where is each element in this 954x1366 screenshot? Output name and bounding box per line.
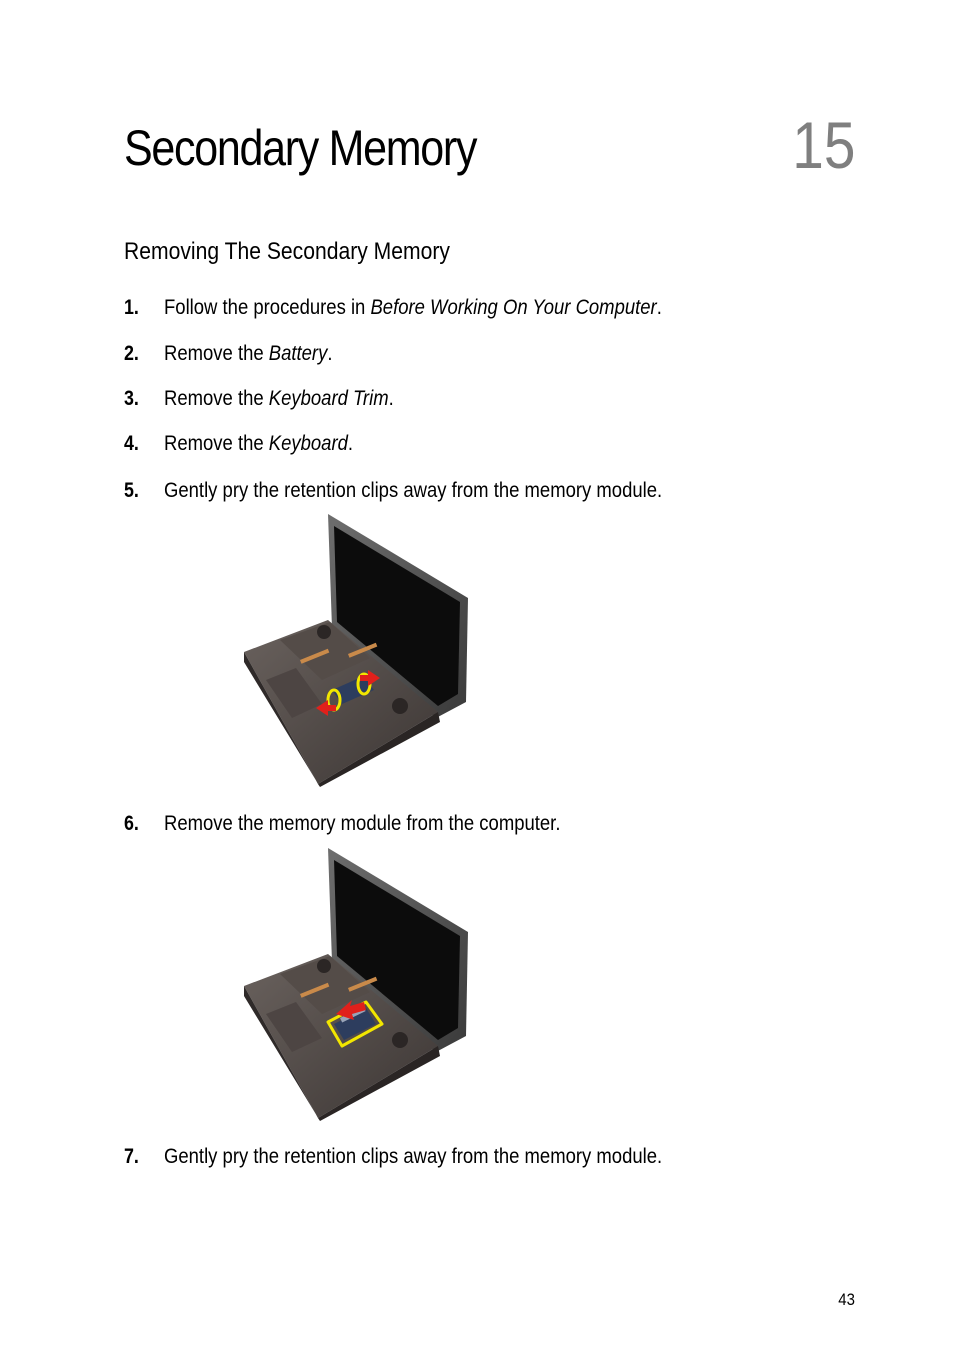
step-number: 7. [124,1145,139,1168]
step-6 [124,810,824,838]
step-5 [124,477,824,505]
step-text [164,340,332,368]
step-4 [124,430,824,458]
step-text-prefix: Follow the procedures in [164,296,371,319]
step-text: Remove the memory module from the computer. [164,812,561,835]
chapter-number: 15 [791,108,855,182]
step-text-prefix: Remove the [164,387,269,410]
step-text [164,430,353,458]
step-7 [124,1143,824,1171]
step-text-prefix: Remove the [164,432,269,455]
step-number: 1. [124,296,139,319]
chapter-title: Secondary Memory [124,120,477,176]
step-number: 2. [124,342,139,365]
step-3 [124,385,824,413]
step-number: 5. [124,479,139,502]
step-text-suffix: . [656,296,662,319]
step-text: Gently pry the retention clips away from the memory module. [164,1145,663,1168]
cross-reference-link[interactable]: Keyboard [268,432,348,455]
step-text-prefix: Remove the [164,342,269,365]
section-title: Removing The Secondary Memory [124,238,450,265]
step-1 [124,294,824,322]
step-text: Gently pry the retention clips away from the memory module. [164,479,663,502]
step-number: 4. [124,432,139,455]
laptop-memory-removal-figure [240,846,472,1121]
step-2 [124,340,824,368]
step-number: 3. [124,387,139,410]
page-number: 43 [838,1290,855,1309]
cross-reference-link[interactable]: Before Working On Your Computer [370,296,657,319]
step-text [164,385,394,413]
cross-reference-link[interactable]: Battery [268,342,328,365]
step-text-suffix: . [388,387,394,410]
step-text-suffix: . [327,342,333,365]
cross-reference-link[interactable]: Keyboard Trim [268,387,389,410]
laptop-retention-clips-figure [240,512,472,787]
step-number: 6. [124,812,139,835]
step-text-suffix: . [347,432,354,455]
step-text [164,294,662,322]
